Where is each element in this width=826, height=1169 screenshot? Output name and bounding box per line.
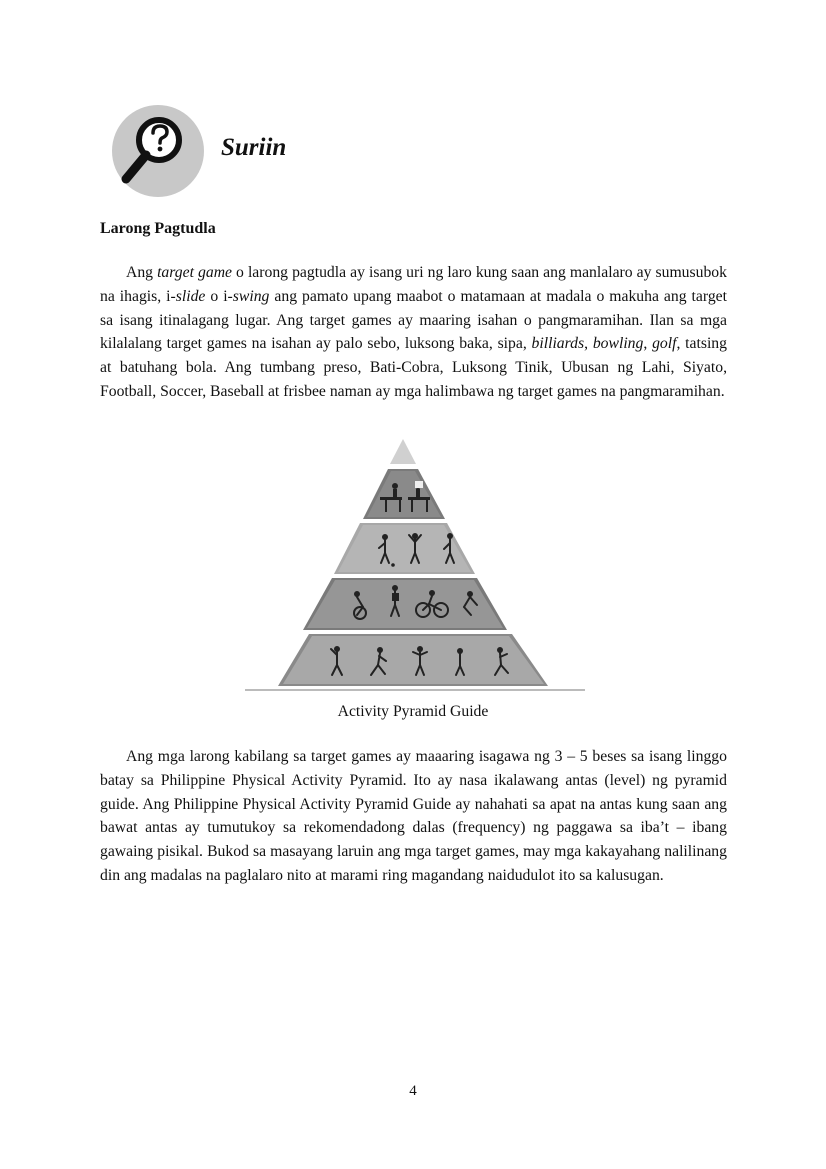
subheading: Larong Pagtudla	[100, 220, 216, 237]
paragraph-target-games: Ang target game o larong pagtudla ay isang uri ng laro kung saan ang manlalaro ay sumusubok na ihagis, i-slide o i-swing ang pamato upang maabot o matamaan at madala o makuha ang target sa isang itinalagang lugar. Ang target games ay maaring isahan o pangmaramihan. Ilan sa mga kilalalang target games na isahan ay palo sebo, luksong baka, sipa, billiards, bowling, golf, tatsing at batuhang bola. Ang tumbang preso, Bati-Cobra, Luksong Tinik, Ubusan ng Lahi, Siyato, Football, Soccer, Baseball at frisbee naman ay mga halimbawa ng target games na pangmaramihan.	[100, 264, 727, 400]
activity-pyramid-illustration	[245, 437, 585, 695]
paragraph-activity-pyramid: Ang mga larong kabilang sa target games ay maaaring isagawa ng 3 – 5 beses sa isang linggo batay sa Philippine Physical Activity Pyramid. Ito ay nasa ikalawang antas (level) ng pyramid guide. Ang Philippine Physical Activity Pyramid Guide ay nahahati sa apat na antas kung saan ang bawat antas ay tumutukoy sa rekomendadong dalas (frequency) ng paggawa sa iba’t – ibang gawaing pisikal. Bukod sa masayang laruin ang mga target games, may mga kakayahang nalilinang din ang madalas na paglalaro nito at marami ring magandang naidudulot ito sa kalusugan.	[100, 748, 727, 884]
magnifier-question-icon	[110, 103, 206, 199]
section-title: Suriin	[221, 134, 287, 161]
page-number: 4	[409, 1083, 417, 1099]
figure-caption: Activity Pyramid Guide	[337, 703, 489, 720]
